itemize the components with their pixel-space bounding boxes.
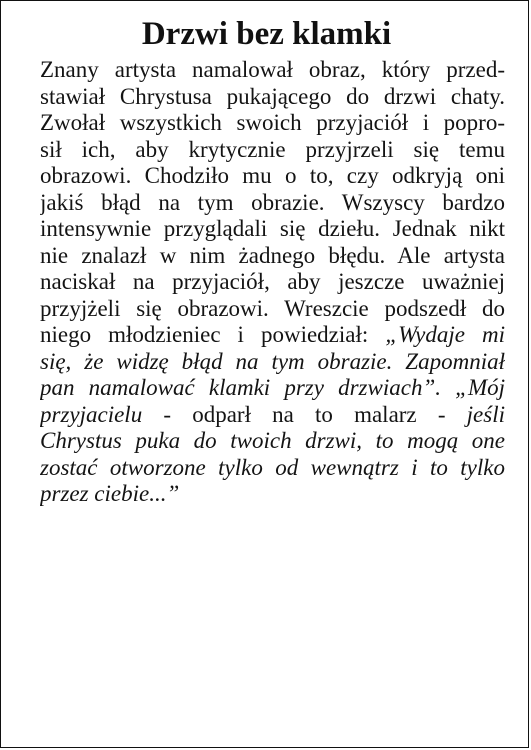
story-line	[40, 296, 505, 323]
story-line	[40, 110, 505, 137]
story-line	[40, 455, 505, 482]
story-plain-text: przyjżeli się obrazowi. Wreszcie podszedł do	[40, 295, 505, 321]
story-plain-text: Zwołał wszystkich swoich przyjaciół i popro-	[40, 110, 505, 135]
story-line	[40, 375, 505, 402]
card-title: Drzwi bez klamki	[141, 16, 392, 52]
story-line	[40, 163, 505, 190]
story-plain-text: naciskał na przyjaciół, aby jeszcze uważniej	[40, 269, 505, 294]
story-line	[40, 349, 505, 376]
story-line	[40, 269, 505, 296]
story-quote-text: „Wydaje mi	[385, 322, 505, 347]
story-plain-text: stawiał Chrystusa pukającego do drzwi chaty.	[40, 83, 505, 109]
story-plain-text: - odparł na to malarz -	[142, 401, 467, 427]
story-line	[40, 243, 505, 270]
story-plain-text: jakiś błąd na tym obrazie. Wszyscy bardzo	[40, 189, 505, 215]
story-quote-text: przez ciebie...”	[40, 481, 180, 506]
story-plain-text: Znany artysta namalował obraz, który przed-	[40, 57, 505, 82]
story-quote-text: pan namalować klamki przy drzwiach”.	[40, 375, 456, 400]
story-plain-text: sił ich, aby krytycznie przyjrzeli się temu	[40, 136, 505, 162]
story-plain-text: nie znalazł w nim żadnego błędu. Ale artysta	[40, 242, 505, 268]
story-line	[40, 84, 505, 111]
story-plain-text: niego młodzieniec i powiedział:	[40, 322, 386, 347]
story-plain-text: obrazowi. Chodziło mu o to, czy odkryją oni	[40, 163, 505, 188]
story-line	[40, 428, 505, 455]
story-line	[40, 402, 505, 429]
story-quote-text: zostać otworzone tylko od wewnątrz i to tylko	[40, 454, 505, 480]
story-text	[40, 57, 505, 508]
story-quote-text: Chrystus puka do twoich drzwi, to mogą one	[40, 428, 505, 453]
story-plain-text: intensywnie przyglądali się dziełu. Jednak nikt	[40, 216, 505, 241]
story-line	[40, 190, 505, 217]
story-line	[40, 481, 505, 508]
story-line	[40, 322, 505, 349]
story-line	[40, 57, 505, 84]
story-quote-text: „Mój	[455, 375, 505, 400]
story-quote-text: jeśli	[466, 401, 505, 427]
story-quote-text: przyjacielu	[40, 401, 143, 427]
story-line	[40, 137, 505, 164]
story-quote-text: się, że widzę błąd na tym obrazie. Zapomniał	[40, 348, 505, 374]
story-line	[40, 216, 505, 243]
